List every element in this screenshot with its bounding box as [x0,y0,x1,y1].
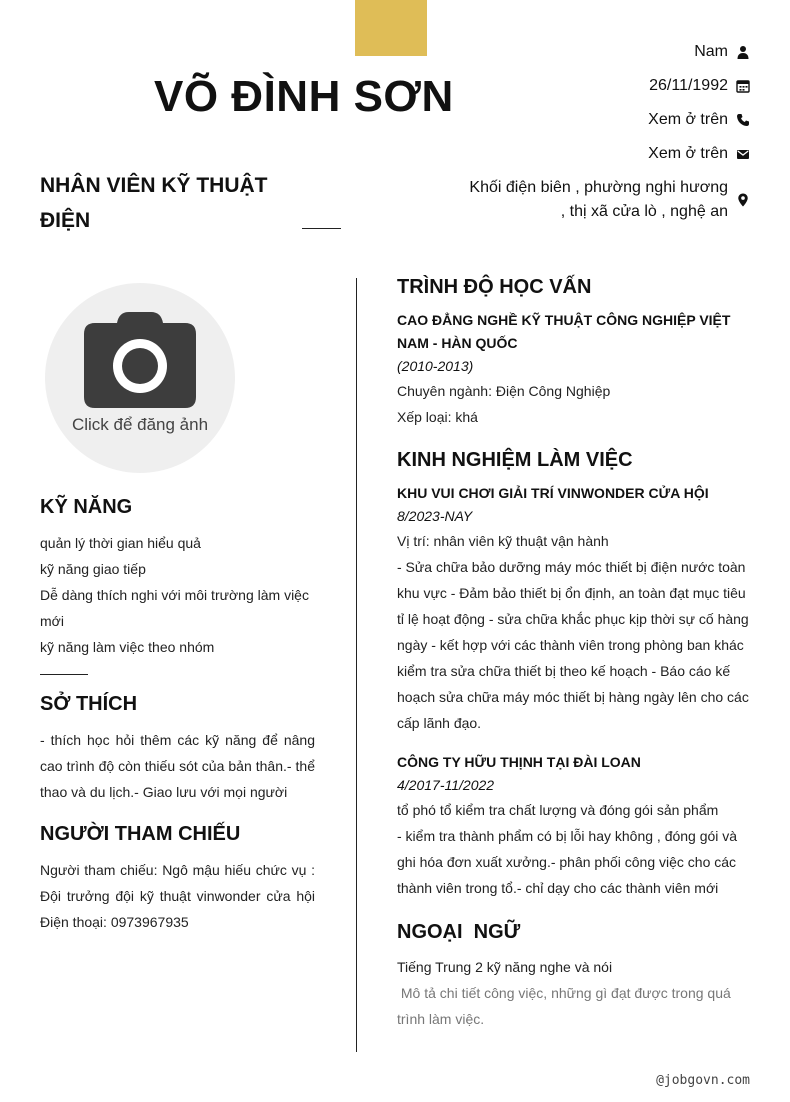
mail-icon [736,147,750,161]
contact-phone [648,108,750,132]
avatar-upload[interactable] [45,283,235,473]
job-description: - Sửa chữa bảo dưỡng máy móc thiết bị điện nước toàn khu vực - Đảm bảo thiết bị ổn định, an toàn đạt mục tiêu tỉ lệ hoạt động - sửa chữa khắc phục kịp thời sự cố hàng ngày - kết hợp với các thành viên trong phòng ban khác kiểm tra sửa chữa thiết bị theo kế hoạch - Báo cáo kế hoạch sửa chữa máy móc thiết bị hàng ngày lên cho các cấp lãnh đạo. [397,559,749,731]
skills-list [40,530,315,660]
languages-block [397,954,752,1032]
job-period: 4/2017-11/2022 [397,777,495,793]
skill-item: kỹ năng giao tiếp [40,561,146,577]
school-name: CAO ĐẲNG NGHỀ KỸ THUẬT CÔNG NGHIỆP VIỆT NAM - HÀN QUỐC [397,312,731,351]
calendar-icon [736,79,750,93]
education-title: TRÌNH ĐỘ HỌC VẤN [397,276,592,298]
references-text: Người tham chiếu: Ngô mậu hiếu chức vụ : Đội trưởng đội kỹ thuật vinwonder cửa hội Điện thoại: 0973967935 [40,862,315,930]
languages-title: NGOẠI NGỮ [397,921,521,943]
skills-title: KỸ NĂNG [40,496,133,518]
gender-text: Nam [694,43,728,60]
phone-text: Xem ở trên [648,111,728,128]
job-period: 8/2023-NAY [397,508,473,524]
avatar-caption: Click để đăng ảnh [71,415,209,434]
location-pin-icon [736,193,750,207]
contact-gender [694,40,750,64]
education-grade: Xếp loại: khá [397,409,478,425]
camera-icon [83,309,197,409]
column-divider [356,278,357,1052]
job-title: NHÂN VIÊN KỸ THUẬT ĐIỆN [40,174,268,232]
language-placeholder[interactable]: Mô tả chi tiết công việc, những gì đạt được trong quá trình làm việc. [397,985,735,1027]
company-name: CÔNG TY HỮU THỊNH TẠI ĐÀI LOAN [397,754,641,770]
language-item: Tiếng Trung 2 kỹ năng nghe và nói [397,959,613,975]
section-divider [40,674,88,675]
candidate-name: VÕ ĐÌNH SƠN [154,72,454,121]
references-title: NGƯỜI THAM CHIẾU [40,823,241,845]
hobbies-text: - thích học hỏi thêm các kỹ năng để nâng cao trình độ còn thiếu sót của bản thân.- thể thao và du lịch.- Giao lưu với mọi người [40,732,315,800]
experience-job-2 [397,751,752,901]
contact-address [469,176,750,224]
watermark: @jobgovn.com [656,1073,750,1088]
birthdate-text: 26/11/1992 [649,77,728,94]
address-line-1: Khối điện biên , phường nghi hương [469,179,728,196]
job-position: Vị trí: nhân viên kỹ thuật vận hành [397,533,609,549]
company-name: KHU VUI CHƠI GIẢI TRÍ VINWONDER CỬA HỘI [397,485,709,501]
contact-email [648,142,750,166]
job-description: - kiểm tra thành phẩm có bị lỗi hay không , đóng gói và ghi hóa đơn xuất xưởng.- phân phối công việc cho các thành viên trong tổ.- chỉ dạy cho các thành viên mới [397,828,738,896]
job-position: tổ phó tổ kiểm tra chất lượng và đóng gói sản phẩm [397,802,719,818]
hobbies-title: SỞ THÍCH [40,693,138,715]
phone-icon [736,113,750,127]
accent-block [355,0,427,56]
email-text: Xem ở trên [648,145,728,162]
skill-item: quản lý thời gian hiểu quả [40,535,201,551]
person-icon [736,45,750,59]
title-divider [302,228,341,229]
education-major: Chuyên ngành: Điện Công Nghiệp [397,383,611,399]
education-block [397,309,752,430]
skill-item: kỹ năng làm việc theo nhóm [40,639,215,655]
experience-job-1 [397,482,752,736]
experience-title: KINH NGHIỆM LÀM VIỆC [397,449,633,471]
address-line-2: , thị xã cửa lò , nghệ an [560,203,728,220]
education-period: (2010-2013) [397,358,474,374]
contact-birthdate [649,74,750,98]
skill-item: Dễ dàng thích nghi với môi trường làm việc mới [40,587,309,629]
